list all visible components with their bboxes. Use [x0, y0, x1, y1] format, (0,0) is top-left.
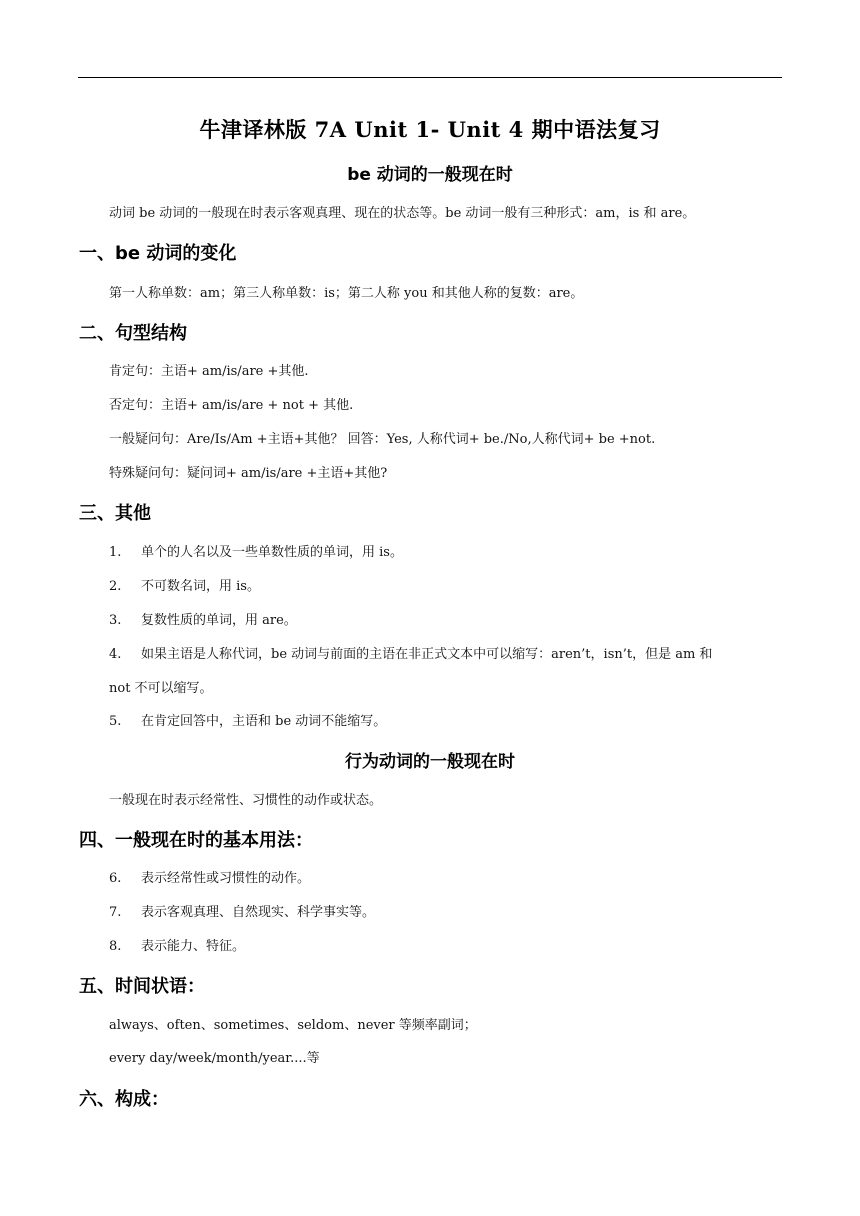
list-number: 2.: [109, 579, 122, 594]
list-number: 8.: [109, 939, 122, 954]
heading-part5: 五、时间状语：: [79, 976, 205, 997]
heading-part4: 四、一般现在时的基本用法：: [79, 830, 313, 851]
list-text: 复数性质的单词，用 are。: [141, 613, 297, 628]
document-title: 牛津译林版 7A Unit 1- Unit 4 期中语法复习: [199, 117, 661, 142]
list-text: 不可数名词，用 is。: [141, 579, 260, 594]
list-item: [109, 609, 297, 628]
sentence-affirmative: 肯定句：主语+ am/is/are +其他.: [109, 364, 309, 379]
list-item-continuation: not 不可以缩写。: [109, 681, 213, 696]
section-intro-verb: 一般现在时表示经常性、习惯性的动作或状态。: [109, 793, 383, 808]
list-item: [109, 541, 403, 560]
sentence-yes-no-question: 一般疑问句：Are/Is/Am +主语+其他？ 回答：Yes, 人称代词+ be./No,人称代词+ be +not.: [109, 432, 656, 447]
part1-text: 第一人称单数：am；第三人称单数：is；第二人称 you 和其他人称的复数：are。: [109, 286, 584, 301]
list-number: 7.: [109, 905, 122, 920]
list-number: 5.: [109, 714, 122, 729]
heading-part3: 三、其他: [79, 503, 151, 524]
section-intro-be: 动词 be 动词的一般现在时表示客观真理、现在的状态等。be 动词一般有三种形式：am，is 和 are。: [109, 206, 696, 221]
list-item: [109, 867, 310, 886]
heading-part6: 六、构成：: [79, 1089, 169, 1110]
list-text: 如果主语是人称代词，be 动词与前面的主语在非正式文本中可以缩写：aren’t，isn’t，但是 am 和: [141, 647, 713, 662]
list-number: 3.: [109, 613, 122, 628]
list-text: 单个的人名以及一些单数性质的单词，用 is。: [141, 545, 403, 560]
list-text: 在肯定回答中，主语和 be 动词不能缩写。: [141, 714, 387, 729]
list-item: [109, 643, 712, 662]
section-title-verb: 行为动词的一般现在时: [345, 752, 515, 772]
list-text: 表示能力、特征。: [141, 939, 246, 954]
list-text: 表示经常性或习惯性的动作。: [141, 871, 311, 886]
frequency-adverbs: always、often、sometimes、seldom、never 等频率副词；: [109, 1018, 477, 1033]
list-number: 4.: [109, 647, 122, 662]
list-item: [109, 710, 386, 729]
heading-part1: 一、be 动词的变化: [79, 243, 237, 264]
list-item: [109, 901, 375, 920]
section-title-be: be 动词的一般现在时: [347, 165, 513, 185]
time-phrases: every day/week/month/year....等: [109, 1051, 320, 1066]
list-number: 6.: [109, 871, 122, 886]
list-item: [109, 935, 245, 954]
heading-part2: 二、句型结构: [79, 323, 187, 344]
header-rule: [78, 77, 782, 78]
list-item: [109, 575, 260, 594]
list-text: 表示客观真理、自然现实、科学事实等。: [141, 905, 376, 920]
sentence-negative: 否定句：主语+ am/is/are + not + 其他.: [109, 398, 354, 413]
sentence-wh-question: 特殊疑问句：疑问词+ am/is/are +主语+其他?: [109, 466, 388, 481]
list-number: 1.: [109, 545, 122, 560]
